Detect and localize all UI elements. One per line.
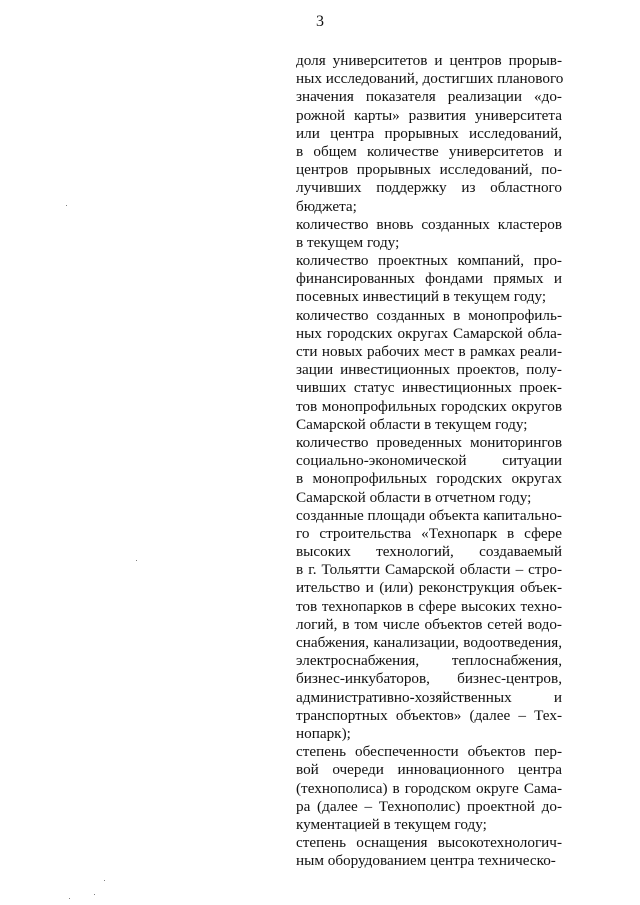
paragraph	[296, 434, 562, 507]
text-line: степень обеспеченности объектов пер-	[296, 743, 562, 761]
text-line: вой очереди инновационного центра	[296, 761, 562, 779]
text-line: сти новых рабочих мест в рамках реали-	[296, 343, 562, 360]
text-line: количество проектных компаний, про-	[296, 252, 562, 270]
text-line: лучивших поддержку из областного	[296, 179, 562, 197]
paragraph	[296, 52, 562, 216]
text-line: ных городских округах Самарской обла-	[296, 324, 562, 342]
text-line: чивших статус инвестиционных проек-	[296, 379, 562, 397]
text-line: ных исследований, достигших планового	[296, 70, 564, 88]
text-line: бизнес-инкубаторов, бизнес-центров,	[296, 670, 562, 688]
text-line: посевных инвестиций в текущем году;	[296, 288, 547, 306]
text-line: в общем количестве университетов и	[296, 142, 562, 160]
text-line: социально-экономической ситуации	[296, 452, 562, 470]
text-line: бюджета;	[296, 197, 357, 215]
text-line: значения показателя реализации «до-	[296, 88, 562, 106]
text-line: электроснабжения, теплоснабжения,	[296, 652, 562, 670]
paragraph	[296, 307, 562, 434]
text-line: в текущем году;	[296, 233, 400, 251]
text-line: финансированных фондами прямых и	[296, 270, 562, 288]
text-line: кументацией в текущем году;	[296, 815, 487, 833]
text-line: в монопрофильных городских округах	[296, 470, 562, 488]
text-line: ра (далее – Технополис) проектной до-	[296, 797, 562, 815]
text-line: количество созданных в монопрофиль-	[296, 306, 562, 324]
text-line: рожной карты» развития университета	[296, 106, 562, 124]
text-line: в г. Тольятти Самарской области – стро-	[296, 561, 562, 579]
paragraph	[296, 743, 562, 834]
scan-speck	[66, 205, 67, 206]
text-line: или центра прорывных исследований,	[296, 124, 562, 142]
text-line: (технополиса) в городском округе Сама-	[296, 779, 562, 797]
text-line: высоких технологий, создаваемый	[296, 543, 562, 561]
text-line: количество вновь созданных кластеров	[296, 215, 562, 233]
text-line: ительство и (или) реконструкция объек-	[296, 579, 562, 597]
text-line: доля университетов и центров прорыв-	[296, 52, 562, 69]
text-column	[296, 52, 562, 870]
text-line: нопарк);	[296, 724, 351, 742]
text-line: созданные площади объекта капитально-	[296, 506, 562, 524]
paragraph	[296, 834, 562, 870]
text-line: транспортных объектов» (далее – Тех-	[296, 706, 562, 724]
text-line: степень оснащения высокотехнологич-	[296, 834, 562, 852]
text-line: ным оборудованием центра техническо-	[296, 852, 556, 870]
scan-speck	[94, 894, 95, 895]
text-line: го строительства «Технопарк в сфере	[296, 524, 562, 542]
text-line: центров прорывных исследований, по-	[296, 161, 562, 179]
text-line: количество проведенных мониторингов	[296, 433, 562, 451]
paragraph	[296, 216, 562, 252]
text-line: Самарской области в текущем году;	[296, 415, 528, 433]
paragraph	[296, 252, 562, 307]
scan-speck	[136, 560, 137, 561]
text-line: зации инвестиционных проектов, полу-	[296, 361, 562, 379]
scan-speck	[104, 880, 105, 881]
text-line: Самарской области в отчетном году;	[296, 488, 532, 506]
page-number: 3	[316, 13, 324, 30]
text-line: логий, в том числе объектов сетей водо-	[296, 615, 562, 633]
text-line: тов монопрофильных городских округов	[296, 397, 562, 415]
text-line: тов технопарков в сфере высоких техно-	[296, 597, 562, 615]
text-line: снабжения, канализации, водоотведения,	[296, 634, 562, 651]
scan-speck	[69, 898, 70, 899]
text-line: административно-хозяйственных и	[296, 688, 562, 706]
paragraph	[296, 507, 562, 743]
